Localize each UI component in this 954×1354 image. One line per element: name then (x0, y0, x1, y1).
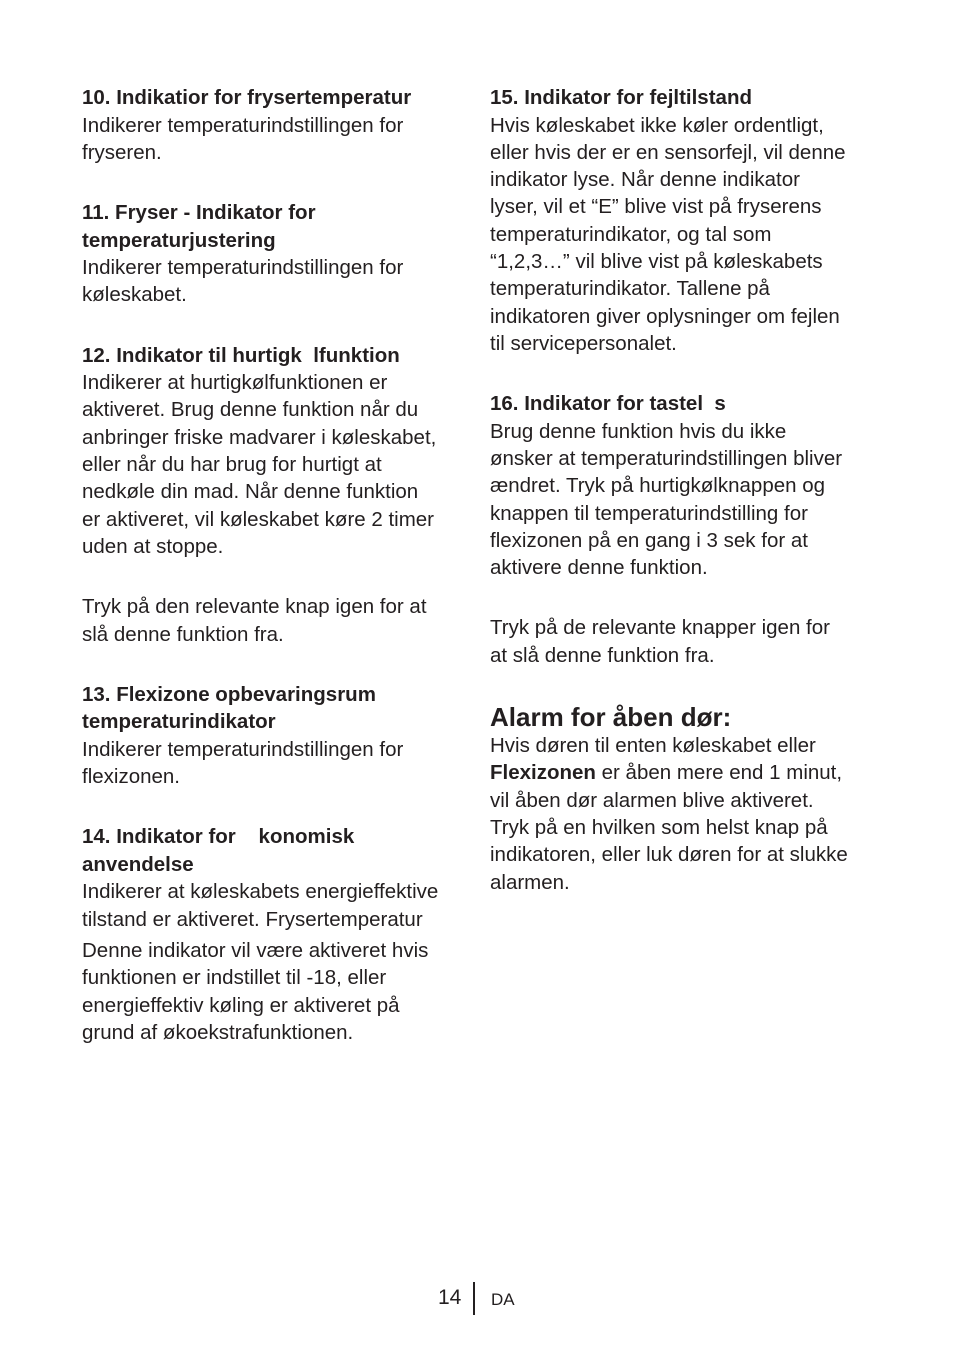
section-16 (490, 390, 890, 669)
section-10-body: Indikerer temperaturindstillingen for fryseren. (82, 113, 404, 164)
section-12-body: Indikerer at hurtigkølfunktionen er aktiveret. Brug denne funktion når du anbringer friske madvarer i køleskabet, eller når du har brug for hurtigt at nedkøle din mad. Når denne funktion er aktiveret, vil køleskabet køre 2 timer uden at stoppe. (82, 371, 437, 558)
section-15 (490, 84, 890, 357)
section-13 (82, 681, 477, 791)
section-16-note: Tryk på de relevante knapper igen for at slå denne funktion fra. (490, 616, 830, 667)
section-16-heading: 16. Indikator for tastel s (490, 392, 726, 416)
door-alarm-body (490, 732, 890, 896)
section-15-body: Hvis køleskabet ikke køler ordentligt, eller hvis der er en sensorfejl, vil denne indikator lyse. Når denne indikator lyser, vil et “E” blive vist på fryserens temperaturindikator, og tal som “1,2,3…” vil blive vist på køleskabets temperaturindikator. Tallene på indikatoren giver oplysninger om fejlen til servicepersonalet. (490, 113, 846, 355)
flexizone-term: Flexizonen (490, 761, 596, 785)
section-12-note: Tryk på den relevante knap igen for at slå denne funktion fra. (82, 595, 427, 646)
page-footer (0, 1282, 954, 1318)
section-14 (82, 823, 477, 1046)
language-code: DA (491, 1290, 515, 1309)
section-11-body: Indikerer temperaturindstillingen for køleskabet. (82, 256, 404, 307)
door-alarm-body-line1: Hvis døren til enten køleskabet eller (490, 734, 816, 758)
left-column (82, 84, 477, 1046)
footer-divider (473, 1282, 475, 1315)
page-number: 14 (438, 1286, 462, 1309)
section-10 (82, 84, 477, 166)
section-12 (82, 342, 477, 648)
door-alarm-section (490, 702, 890, 896)
section-11-heading: 11. Fryser - Indikator for temperaturjustering (82, 201, 316, 252)
door-alarm-body-rest: er åben mere end 1 minut, vil åben dør alarmen blive aktiveret. Tryk på en hvilken som helst knap på indikatoren, eller luk døren for at slukke alarmen. (490, 761, 848, 894)
section-14-body-continued: Denne indikator vil være aktiveret hvis funktionen er indstillet til -18, eller energieffektiv køling er aktiveret på grund af økoekstrafunktionen. (82, 939, 429, 1044)
door-alarm-heading: Alarm for åben dør: (490, 702, 732, 733)
section-16-body: Brug denne funktion hvis du ikke ønsker at temperaturindstillingen bliver ændret. Tryk på hurtigkølknappen og knappen til temperaturindstilling for flexizonen på en gang i 3 sek for at aktivere denne funktion. (490, 419, 843, 580)
section-12-heading: 12. Indikator til hurtigk lfunktion (82, 343, 400, 367)
section-14-heading: 14. Indikator for konomisk anvendelse (82, 825, 355, 876)
section-13-body: Indikerer temperaturindstillingen for flexizonen. (82, 737, 404, 789)
section-14-body: Indikerer at køleskabets energieffektive tilstand er aktiveret. Frysertemperatur (82, 880, 439, 931)
section-11 (82, 199, 477, 309)
section-13-heading: 13. Flexizone opbevaringsrum temperaturindikator (82, 682, 376, 734)
section-10-heading: 10. Indikatior for frysertemperatur (82, 86, 412, 109)
section-15-heading: 15. Indikator for fejltilstand (490, 86, 752, 109)
right-column (490, 84, 890, 896)
